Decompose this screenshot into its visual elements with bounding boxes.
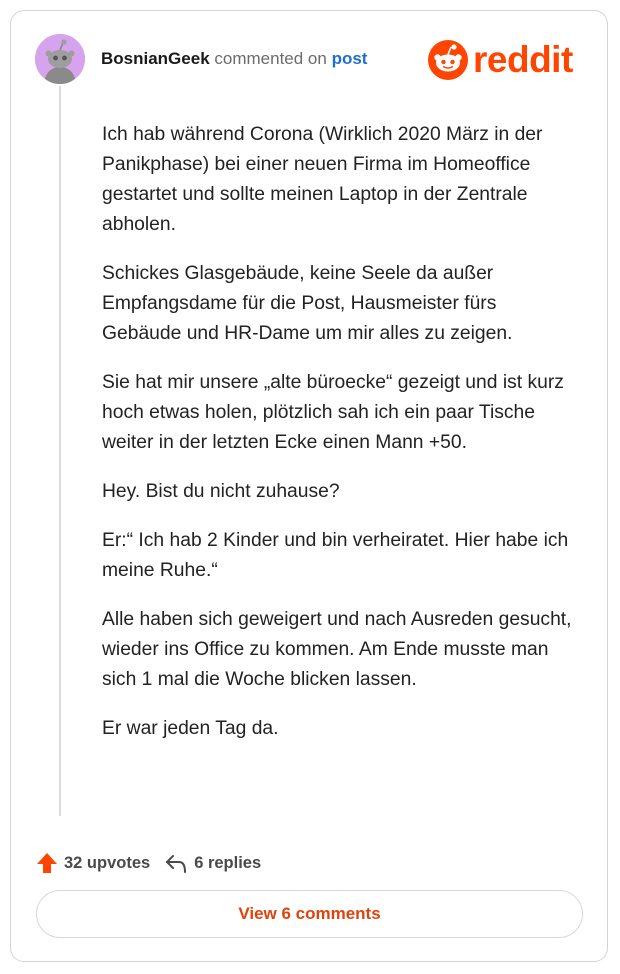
reddit-logo[interactable] [428,40,573,80]
reddit-snoo-icon [428,40,468,80]
comment-paragraph: Ich hab während Corona (Wirklich 2020 März in der Panikphase) bei einer neuen Firma im Homeoffice gestartet und sollte meinen Laptop in der Zentrale abholen. [102,124,543,235]
snoo-avatar-icon [35,34,85,84]
comment-paragraph: Hey. Bist du nicht zuhause? [102,481,340,502]
comment-footer [36,852,275,874]
replies-count: 6 replies [194,853,262,872]
comment-header [101,48,367,70]
arrow-up-icon [36,852,58,874]
view-comments-button[interactable]: View 6 comments [36,890,583,938]
action-text: commented on [214,49,327,68]
reply-arrow-icon [164,852,188,874]
upvote-count: 32 upvotes [64,853,151,872]
replies-button[interactable] [164,852,261,874]
avatar[interactable] [35,34,85,84]
comment-paragraph: Schickes Glasgebäude, keine Seele da außer Empfangsdame für die Post, Hausmeister fürs Gebäude und HR-Dame um mir alles zu zeigen. [102,263,513,344]
upvote-button[interactable] [36,852,150,874]
thread-line [59,86,61,816]
username-link[interactable]: BosnianGeek [101,49,210,68]
comment-paragraph: Sie hat mir unsere „alte büroecke“ gezeigt und ist kurz hoch etwas holen, plötzlich sah ich ein paar Tische weiter in der letzten Ecke einen Mann +50. [102,372,564,453]
comment-body [102,120,577,763]
comment-paragraph: Er war jeden Tag da. [102,718,279,739]
comment-paragraph: Er:“ Ich hab 2 Kinder und bin verheiratet. Hier habe ich meine Ruhe.“ [102,530,569,581]
logo-text: reddit [473,39,573,80]
post-link[interactable]: post [331,49,368,68]
comment-paragraph: Alle haben sich geweigert und nach Ausreden gesucht, wieder ins Office zu kommen. Am Ende musste man sich 1 mal die Woche blicken lassen. [102,609,572,690]
